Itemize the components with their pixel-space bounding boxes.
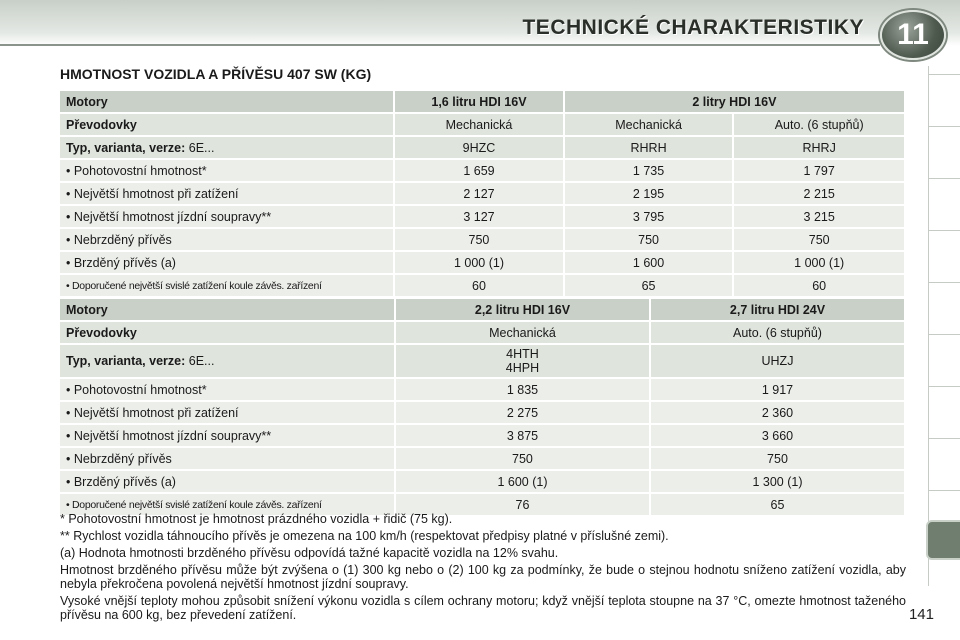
row-label: • Největší hmotnost při zatížení (60, 402, 394, 423)
side-tab-divider (929, 386, 960, 387)
value-cell: 750 (395, 229, 563, 250)
table-row (60, 299, 904, 320)
row-label: • Pohotovostní hmotnost* (60, 379, 394, 400)
type-label: Typ, varianta, verze: (66, 354, 186, 368)
row-label: • Největší hmotnost jízdní soupravy** (60, 206, 393, 227)
table-row (60, 252, 904, 273)
table-row (60, 137, 904, 158)
value-cell: 3 215 (734, 206, 904, 227)
value-cell: 60 (395, 275, 563, 296)
value-cell: 750 (565, 229, 733, 250)
value-cell: 1 600 (565, 252, 733, 273)
gearbox-label: Převodovky (60, 322, 394, 343)
value-cell: 750 (651, 448, 904, 469)
side-tab-active[interactable] (926, 520, 960, 560)
table-row (60, 471, 904, 492)
side-tab-divider (929, 438, 960, 439)
type-cell (396, 345, 649, 377)
value-cell: 1 797 (734, 160, 904, 181)
footnote: Vysoké vnější teploty mohou způsobit snížení výkonu vozidla s cílem ochrany motoru; když vnější teplota stoupne na 37 °C, omezte hmotnost taženého přívěsu na 600 kg, bez převedení zatížení. (60, 594, 906, 622)
gearbox-cell: Auto. (6 stupňů) (734, 114, 904, 135)
side-tab-divider (929, 178, 960, 179)
value-cell: 65 (565, 275, 733, 296)
table-row (60, 425, 904, 446)
row-label: • Doporučené největší svislé zatížení koule závěs. zařízení (60, 275, 393, 296)
value-cell: 3 660 (651, 425, 904, 446)
side-tab-strip (928, 66, 960, 586)
chapter-badge (880, 10, 946, 60)
row-label: • Největší hmotnost při zatížení (60, 183, 393, 204)
value-cell: 2 215 (734, 183, 904, 204)
engine-column: 1,6 litru HDI 16V (395, 91, 563, 112)
table-row (60, 91, 904, 112)
side-tab-divider (929, 282, 960, 283)
table-row (60, 229, 904, 250)
value-cell: 3 875 (396, 425, 649, 446)
chapter-number: 11 (897, 18, 929, 51)
table-row (60, 322, 904, 343)
gearbox-cell: Mechanická (565, 114, 733, 135)
footnotes (60, 512, 906, 625)
value-cell: 2 127 (395, 183, 563, 204)
value-cell: 2 195 (565, 183, 733, 204)
weights-table-2 (58, 297, 906, 517)
value-cell: 750 (734, 229, 904, 250)
side-tab-divider (929, 126, 960, 127)
row-label: • Největší hmotnost jízdní soupravy** (60, 425, 394, 446)
type-code: 4HPH (505, 361, 540, 375)
table-row (60, 379, 904, 400)
value-cell: 1 600 (1) (396, 471, 649, 492)
engines-label: Motory (60, 91, 393, 112)
type-code: 4HTH (506, 347, 539, 361)
footnote: * Pohotovostní hmotnost je hmotnost prázdného vozidla + řidič (75 kg). (60, 512, 453, 526)
gearbox-cell: Auto. (6 stupňů) (651, 322, 904, 343)
footnote: (a) Hodnota hmotnosti brzděného přívěsu odpovídá tažné kapacitě vozidla na 12% svahu. (60, 546, 559, 560)
type-cell: RHRH (565, 137, 733, 158)
row-label: • Brzděný přívěs (a) (60, 252, 393, 273)
value-cell: 1 659 (395, 160, 563, 181)
section-title: HMOTNOST VOZIDLA A PŘÍVĚSU 407 SW (KG) (60, 66, 372, 82)
row-label: • Nebrzděný přívěs (60, 448, 394, 469)
table-row (60, 160, 904, 181)
value-cell: 60 (734, 275, 904, 296)
value-cell: 2 360 (651, 402, 904, 423)
gearbox-label: Převodovky (60, 114, 393, 135)
type-cell: RHRJ (734, 137, 904, 158)
side-tab-divider (929, 74, 960, 75)
value-cell: 3 795 (565, 206, 733, 227)
engine-column: 2,7 litru HDI 24V (651, 299, 904, 320)
value-cell: 1 300 (1) (651, 471, 904, 492)
gearbox-cell: Mechanická (395, 114, 563, 135)
side-tab-divider (929, 230, 960, 231)
type-label-cell (60, 345, 394, 377)
type-label-cell (60, 137, 393, 158)
table-row (60, 275, 904, 296)
table-row (60, 183, 904, 204)
table-row (60, 402, 904, 423)
row-label: • Brzděný přívěs (a) (60, 471, 394, 492)
table-row (60, 345, 904, 377)
row-label: • Pohotovostní hmotnost* (60, 160, 393, 181)
side-tab-divider (929, 334, 960, 335)
row-label: • Nebrzděný přívěs (60, 229, 393, 250)
weights-table-1 (58, 89, 906, 298)
type-value: 6E... (188, 140, 215, 155)
footnote: ** Rychlost vozidla táhnoucího přívěs je omezena na 100 km/h (respektovat předpisy platné v příslušné zemi). (60, 529, 669, 543)
value-cell: 1 000 (1) (395, 252, 563, 273)
header-rule (0, 44, 880, 46)
engine-column: 2,2 litru HDI 16V (396, 299, 649, 320)
table-row (60, 114, 904, 135)
type-cell: UHZJ (651, 345, 904, 377)
side-tab-divider (929, 490, 960, 491)
value-cell: 2 275 (396, 402, 649, 423)
footnote: Hmotnost brzděného přívěsu může být zvýšena o (1) 300 kg nebo o (2) 100 kg za podmínky, že bude o stejnou hodnotu sníženo zatížení vozidla, aby nebyla překročena povolená největší hmotnost jízdní soupravy. (60, 563, 906, 591)
page-number: 141 (908, 606, 934, 623)
value-cell: 1 000 (1) (734, 252, 904, 273)
row-label: • Doporučené největší svislé zatížení koule závěs. zařízení (60, 494, 394, 515)
type-value: 6E... (188, 354, 215, 368)
engine-column: 2 litry HDI 16V (565, 91, 904, 112)
value-cell: 76 (396, 494, 649, 515)
table-row (60, 448, 904, 469)
value-cell: 750 (396, 448, 649, 469)
table-row (60, 206, 904, 227)
type-cell: 9HZC (395, 137, 563, 158)
type-label: Typ, varianta, verze: (66, 140, 186, 155)
value-cell: 1 835 (396, 379, 649, 400)
value-cell: 1 735 (565, 160, 733, 181)
value-cell: 1 917 (651, 379, 904, 400)
gearbox-cell: Mechanická (396, 322, 649, 343)
value-cell: 65 (651, 494, 904, 515)
page-title: TECHNICKÉ CHARAKTERISTIKY (522, 16, 864, 39)
value-cell: 3 127 (395, 206, 563, 227)
engines-label: Motory (60, 299, 394, 320)
